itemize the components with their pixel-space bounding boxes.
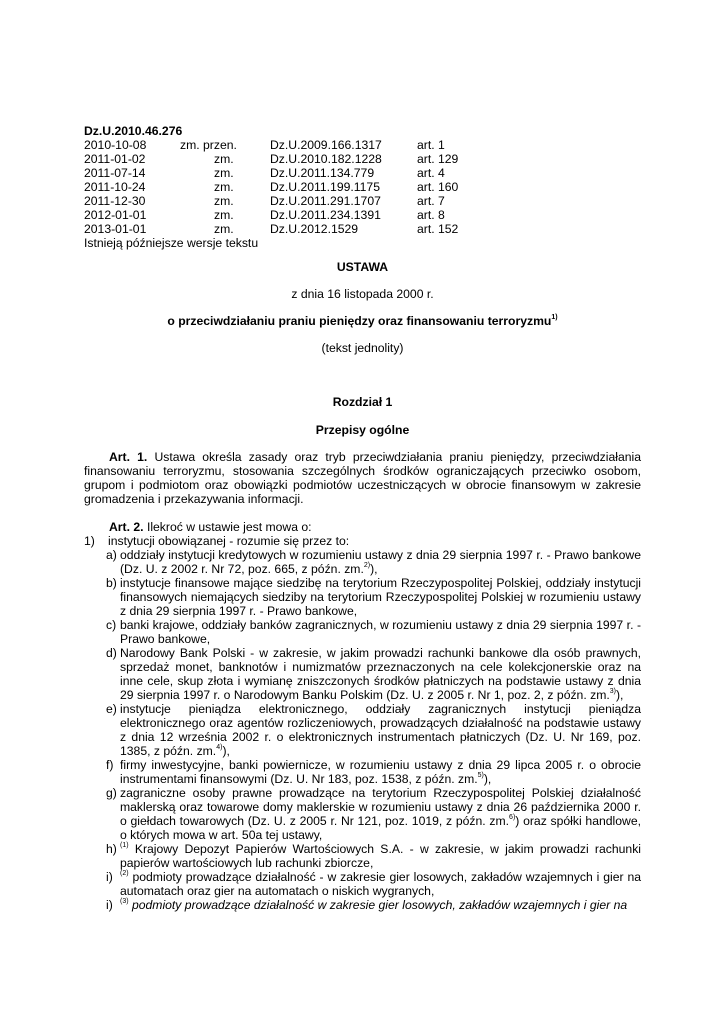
sub-item-text: firmy inwestycyjne, banki powiernicze, w rozumieniu ustawy z dnia 29 lipca 2005 r. o obrocie instrumentami finansowymi (Dz. U. Nr 183, poz. 1538, z późn. zm. [120, 758, 641, 786]
sub-item-h [84, 842, 641, 870]
history-date: 2011-07-14 [84, 166, 146, 180]
article-1 [84, 450, 641, 506]
act-date: z dnia 16 listopada 2000 r. [291, 287, 434, 301]
history-type: zm. [214, 222, 234, 236]
sub-item-label: c) [106, 618, 117, 632]
sub-item-text: Narodowy Bank Polski - w zakresie, w jakim prowadzi rachunki bankowe dla osób prawnych, sprzedaż monet, banknotów i numizmatów przeznaczonych na cele kolekcjonerskie oraz na inne cele, skup złota i wymianę zniszczonych środków płatniczych na podstawie ustawy z dnia 29 sierpnia 1997 r. o Narodowym Banku Polskim (Dz. U. z 2005 r. Nr 1, poz. 2, z późn. zm. [120, 646, 641, 702]
history-art: art. 7 [417, 194, 445, 208]
footnote-ref: 5) [477, 771, 484, 779]
item-text: instytucji obowiązanej - rozumie się przez to: [108, 534, 350, 548]
history-date: 2011-10-24 [84, 180, 146, 194]
history-row [84, 194, 641, 208]
history-type: zm. [214, 152, 234, 166]
footnote-ref: 2) [363, 561, 371, 569]
sub-item-end: ), [483, 772, 492, 786]
chapter-title: Przepisy ogólne [315, 423, 410, 437]
chapter-number: Rozdział 1 [332, 395, 393, 409]
history-date: 2011-01-02 [84, 152, 146, 166]
sub-item-text: instytucje pieniądza elektronicznego, oddziały zagranicznych instytucji pieniądza elektronicznego oraz agentów rozliczeniowych, prowadzących działalność na podstawie ustawy z dnia 12 września 2002 r. o elektronicznych instrumentach płatniczych (Dz. U. Nr 169, poz. 1385, z późn. zm. [120, 702, 641, 758]
history-type: zm. [214, 194, 234, 208]
history-ref: Dz.U.2011.234.1391 [270, 208, 381, 222]
sub-item-text: podmioty prowadzące działalność w zakresie gier losowych, zakładów wzajemnych i gier na [131, 898, 628, 912]
sub-item-label: i) [106, 870, 113, 884]
sub-item-f [84, 758, 641, 786]
sub-item-g [84, 786, 641, 842]
sub-item-label: i) [106, 898, 113, 912]
history-date: 2010-10-08 [84, 138, 147, 152]
article-label: Art. 2. [109, 520, 144, 534]
sub-item-i-variant [84, 898, 641, 912]
history-row [84, 208, 641, 222]
history-ref: Dz.U.2011.134.779 [270, 166, 375, 180]
act-version: (tekst jednolity) [321, 341, 404, 355]
footnote-ref: 6) [509, 813, 516, 821]
sub-item-b [84, 576, 641, 618]
history-row [84, 152, 641, 166]
history-type: zm. [214, 208, 234, 222]
sub-item-a [84, 548, 641, 576]
history-art: art. 160 [417, 180, 459, 194]
history-ref: Dz.U.2011.199.1175 [270, 180, 380, 194]
history-row [84, 222, 641, 236]
article-text: Ustawa określa zasady oraz tryb przeciwdziałania praniu pieniędzy, przeciwdziałania finansowaniu terroryzmu, stosowania szczególnych środków ograniczających przeciwko osobom, grupom i podmiotom oraz obowiązki podmiotów uczestniczących w obrocie finansowym w zakresie gromadzenia i przekazywania informacji. [84, 450, 641, 506]
history-art: art. 1 [417, 138, 445, 152]
history-ref: Dz.U.2009.166.1317 [270, 138, 382, 152]
sub-item-label: a) [106, 548, 117, 562]
sub-item-end: ) oraz spółki handlowe, o których mowa w art. 50a tej ustawy, [120, 814, 641, 842]
sub-item-label: b) [106, 576, 117, 590]
item-number: 1) [84, 534, 95, 548]
sub-item-label: d) [106, 646, 117, 660]
document-body [84, 124, 641, 912]
history-type: zm. przen. [180, 138, 237, 152]
sub-item-label: e) [106, 702, 117, 716]
history-type: zm. [214, 166, 234, 180]
footnote-ref: (2) [120, 869, 129, 877]
later-versions-note: Istnieją późniejsze wersje tekstu [84, 236, 259, 250]
footnote-ref: 4) [216, 743, 223, 751]
footnote-ref: (3) [120, 897, 129, 905]
history-row [84, 166, 641, 180]
amendment-history [84, 138, 641, 236]
sub-item-label: g) [106, 786, 117, 800]
sub-item-label: h) [106, 842, 117, 856]
act-title [84, 314, 641, 328]
definition-item-1 [84, 534, 641, 548]
history-art: art. 8 [417, 208, 445, 222]
sub-item-end: ), [222, 744, 230, 758]
history-date: 2011-12-30 [84, 194, 146, 208]
sub-item-text: Krajowy Depozyt Papierów Wartościowych S.A. - w zakresie, w jakim prowadzi rachunki papierów wartościowych lub rachunki zbiorcze, [120, 842, 641, 870]
sub-item-label: f) [106, 758, 114, 772]
sub-item-text: instytucje finansowe mające siedzibę na terytorium Rzeczypospolitej Polskiej, oddziały instytucji finansowych niemających siedziby na terytorium Rzeczypospolitej Polskiej w rozumieniu ustawy z dnia 29 sierpnia 1997 r. - Prawo bankowe, [120, 576, 641, 618]
sub-item-end: ), [370, 562, 378, 576]
act-type-heading: USTAWA [336, 260, 389, 274]
history-row [84, 138, 641, 152]
history-type: zm. [214, 180, 234, 194]
sub-item-d [84, 646, 641, 702]
article-2-intro [84, 520, 641, 534]
history-date: 2013-01-01 [84, 222, 147, 236]
history-date: 2012-01-01 [84, 208, 147, 222]
sub-item-i [84, 870, 641, 898]
article-text: Ilekroć w ustawie jest mowa o: [146, 520, 312, 534]
history-art: art. 129 [417, 152, 459, 166]
act-identifier: Dz.U.2010.46.276 [84, 124, 183, 138]
history-ref: Dz.U.2012.1529 [270, 222, 359, 236]
sub-item-end: ), [615, 688, 624, 702]
footnote-ref: 1) [551, 313, 558, 321]
history-row [84, 180, 641, 194]
history-ref: Dz.U.2011.291.1707 [270, 194, 381, 208]
history-ref: Dz.U.2010.182.1228 [270, 152, 382, 166]
act-title-text: o przeciwdziałaniu praniu pieniędzy oraz finansowaniu terroryzmu [167, 314, 552, 328]
history-art: art. 4 [417, 166, 445, 180]
sub-item-e [84, 702, 641, 758]
article-label: Art. 1. [109, 450, 148, 464]
sub-item-text: banki krajowe, oddziały banków zagranicznych, w rozumieniu ustawy z dnia 29 sierpnia 1997 r. - Prawo bankowe, [120, 618, 641, 646]
sub-item-text: zagraniczne osoby prawne prowadzące na terytorium Rzeczypospolitej Polskiej działalność maklerską oraz towarowe domy maklerskie w rozumieniu ustawy z dnia 26 października 2000 r. o giełdach towarowych (Dz. U. z 2005 r. Nr 121, poz. 1019, z późn. zm. [120, 786, 641, 828]
sub-item-text: podmioty prowadzące działalność - w zakresie gier losowych, zakładów wzajemnych i gier na automatach oraz gier na automatach o niskich wygranych, [120, 870, 642, 898]
history-art: art. 152 [417, 222, 459, 236]
sub-item-c [84, 618, 641, 646]
footnote-ref: (1) [120, 841, 129, 849]
footnote-ref: 3) [609, 687, 616, 695]
sub-item-text: oddziały instytucji kredytowych w rozumieniu ustawy z dnia 29 sierpnia 1997 r. - Prawo bankowe (Dz. U. z 2002 r. Nr 72, poz. 665, z późn. zm. [120, 548, 641, 576]
